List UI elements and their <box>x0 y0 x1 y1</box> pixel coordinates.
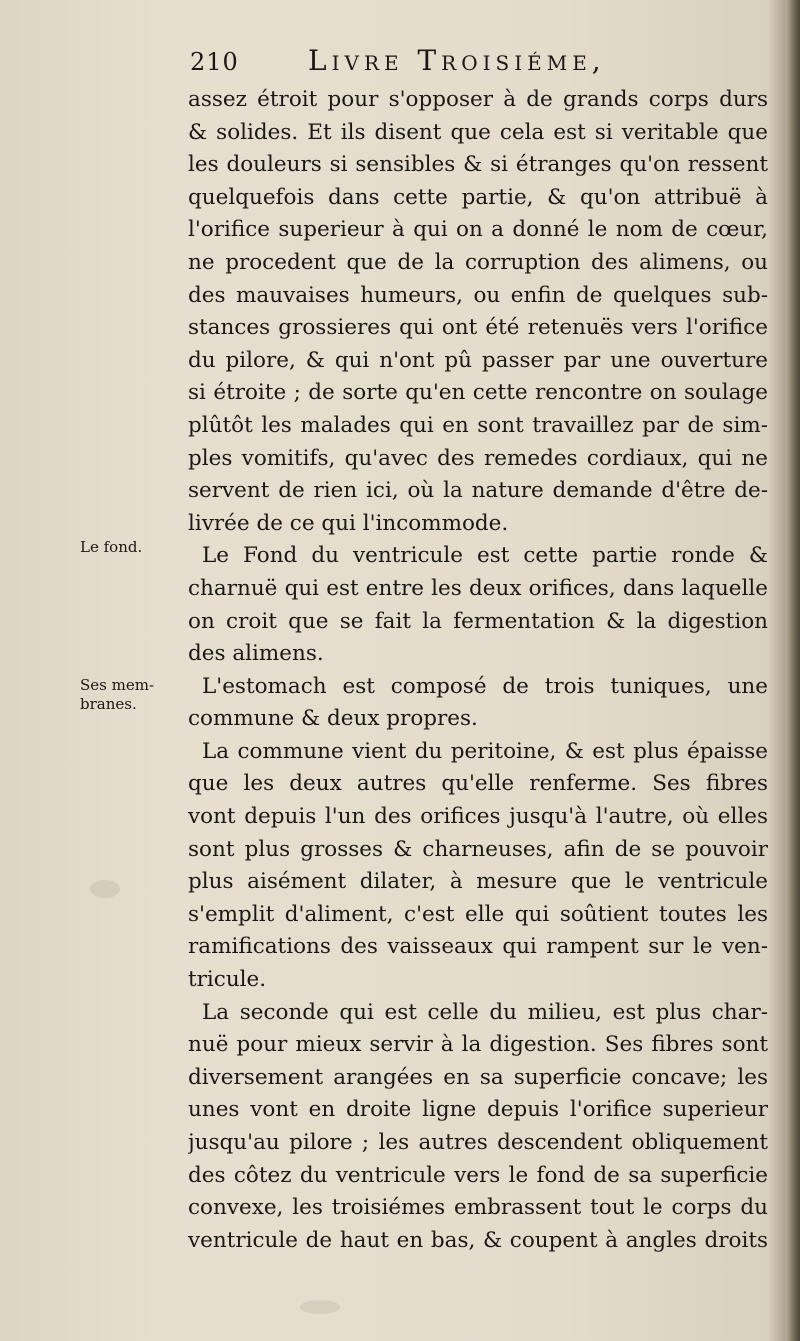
margin-note-branes: branes. <box>80 695 137 713</box>
text-line: des mauvaises humeurs, ou enfin de quelques sub- <box>188 282 768 308</box>
text-line: charnuë qui est entre les deux orifices, dans laquelle <box>188 575 768 601</box>
text-line: des alimens. <box>188 641 324 667</box>
text-line: ventricule de haut en bas, & coupent à angles droits <box>188 1227 768 1253</box>
text-line: quelquefois dans cette partie, & qu'on attribuë à <box>188 184 768 210</box>
paper-stain <box>300 1300 340 1314</box>
text-line: des côtez du ventricule vers le fond de sa superficie <box>188 1162 768 1188</box>
text-line: commune & deux propres. <box>188 706 478 732</box>
margin-note-ses-mem: Ses mem- <box>80 676 155 694</box>
text-line: tricule. <box>188 967 267 993</box>
text-line: & solides. Et ils disent que cela est si veritable que <box>188 119 768 145</box>
text-line: plûtôt les malades qui en sont travaillez par de sim- <box>188 412 768 438</box>
text-line: l'orifice superieur à qui on a donné le nom de cœur, <box>188 217 768 243</box>
text-line: La commune vient du peritoine, & est plus épaisse <box>202 738 768 764</box>
paper-stain <box>90 880 120 898</box>
text-line: s'emplit d'aliment, c'est elle qui soûtient toutes les <box>188 901 768 927</box>
text-line: ples vomitifs, qu'avec des remedes cordiaux, qui ne <box>188 445 768 471</box>
text-line: convexe, les troisiémes embrassent tout le corps du <box>188 1195 768 1221</box>
body-text <box>188 84 768 1257</box>
text-line: que les deux autres qu'elle renferme. Ses fibres <box>188 771 768 797</box>
book-spine <box>786 0 800 1341</box>
text-line: livrée de ce qui l'incommode. <box>188 510 509 536</box>
text-line: on croit que se fait la fermentation & la digestion <box>188 608 768 634</box>
text-line: stances grossieres qui ont été retenuës vers l'orifice <box>188 315 768 341</box>
text-line: assez étroit pour s'opposer à de grands corps durs <box>188 87 768 112</box>
text-line: si étroite ; de sorte qu'en cette rencontre on soulage <box>188 380 768 406</box>
page-number: 210 <box>190 48 239 76</box>
text-line: ne procedent que de la corruption des alimens, ou <box>188 249 768 275</box>
text-line: sont plus grosses & charneuses, afin de se pouvoir <box>188 836 768 862</box>
text-line: Le Fond du ventricule est cette partie ronde & <box>202 543 768 569</box>
text-line: servent de rien ici, où la nature demande d'être de- <box>188 478 768 504</box>
text-line: unes vont en droite ligne depuis l'orifice superieur <box>188 1097 768 1123</box>
text-line: vont depuis l'un des orifices jusqu'à l'autre, où elles <box>188 804 768 830</box>
text-line: nuë pour mieux servir à la digestion. Ses fibres sont <box>188 1032 768 1058</box>
text-line: diversement arangées en sa superficie concave; les <box>188 1064 768 1090</box>
text-line: les douleurs si sensibles & si étranges qu'on ressent <box>188 152 768 178</box>
running-title: Livre Troisiéme, <box>308 44 606 77</box>
text-line: du pilore, & qui n'ont pû passer par une ouverture <box>188 347 768 373</box>
running-header <box>190 44 770 84</box>
text-line: jusqu'au pilore ; les autres descendent obliquement <box>188 1130 768 1155</box>
text-line: plus aisément dilater, à mesure que le ventricule <box>188 869 768 895</box>
margin-note-le-fond: Le fond. <box>80 538 143 556</box>
text-line: ramifications des vaisseaux qui rampent sur le ven- <box>188 934 768 960</box>
text-line: L'estomach est composé de trois tuniques, une <box>202 673 768 699</box>
text-line: La seconde qui est celle du milieu, est plus char- <box>202 999 768 1025</box>
